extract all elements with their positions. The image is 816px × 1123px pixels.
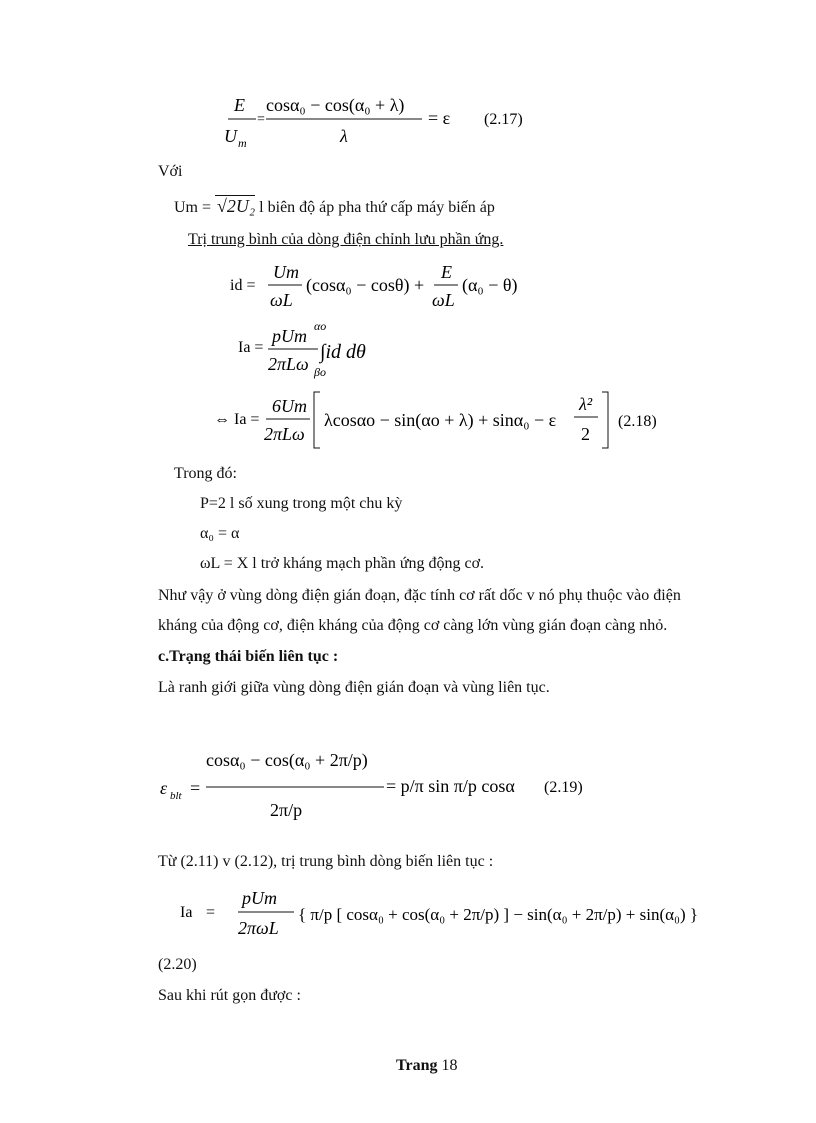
eq217-lhs-num: E	[234, 95, 245, 115]
paragraph-discontinuous-line-2: kháng của động cơ, điện kháng của động cơ càng lớn vùng gián đoạn càng nhỏ.	[158, 617, 668, 634]
section-heading-c: c.Trạng thái biến liên tục :	[158, 648, 339, 665]
um-line-left: Um =	[174, 199, 212, 216]
equation-id	[230, 260, 550, 312]
equation-2-18	[214, 386, 674, 452]
equation-ia-integral-graphic	[238, 318, 458, 380]
equation-2-19	[160, 732, 600, 842]
definition-alpha0: α₀ = α	[200, 525, 240, 542]
eq219-den: 2π/p	[270, 800, 303, 820]
eqid-f1-den: ωL	[270, 290, 293, 310]
equation-2-19-graphic	[160, 732, 600, 842]
um-line-root: √2U₂	[217, 196, 256, 216]
eq219-lhs-sub: blt	[170, 790, 182, 802]
eq217-lhs-den-sub: m	[238, 136, 247, 150]
page-number: 18	[441, 1057, 458, 1074]
eq219-num: cosα₀ − cos(α₀ + 2π/p)	[206, 750, 368, 770]
eq217-rhs-den: λ	[340, 126, 348, 146]
eq219-eq-sign: =	[190, 778, 201, 798]
eqid-part1: (cosα₀ − cosθ) +	[306, 275, 425, 295]
equation-2-17	[220, 94, 620, 154]
paragraph-discontinuous-line-1: Như vậy ở vùng dòng điện gián đoạn, đặc tính cơ rất dốc v nó phụ thuộc vào điện	[158, 587, 681, 604]
equation-2-20	[172, 880, 712, 946]
equation-2-20-graphic	[172, 880, 712, 946]
um-line	[174, 196, 495, 220]
eqia-integrand: ∫id dθ	[320, 341, 366, 363]
eqid-f2-num: E	[441, 262, 452, 282]
eq217-lhs-den: U	[224, 126, 237, 146]
eq217-number: (2.17)	[484, 111, 523, 128]
eqid-part2: (α₀ − θ)	[462, 275, 518, 295]
eqia-label: Ia =	[238, 339, 264, 356]
definition-p: P=2 l số xung trong một chu kỳ	[200, 495, 403, 512]
page-footer	[396, 1057, 457, 1075]
eq218-label: Ia =	[234, 411, 260, 428]
footer-label: Trang	[396, 1057, 438, 1074]
eq218-den: 2πLω	[264, 424, 305, 444]
eqid-f1-num: Um	[273, 262, 299, 282]
paragraph-simplified: Sau khi rút gọn được :	[158, 987, 301, 1004]
heading-average-current: Trị trung bình của dòng điện chỉnh lưu phần ứng.	[188, 231, 504, 248]
eqia-lower: βo	[314, 365, 326, 379]
eq220-num: pUm	[242, 888, 277, 908]
eq218-frac-den: 2	[581, 424, 590, 444]
eq218-arrow: ⇔	[214, 411, 230, 428]
eqia-upper: αo	[314, 319, 327, 333]
eq218-left-bracket	[314, 392, 320, 448]
eqia-den: 2πLω	[268, 354, 309, 374]
eq218-frac-num: λ²	[579, 394, 593, 414]
eq219-rhs: = p/π sin π/p cosα	[386, 776, 515, 796]
eq217-rhs-num: cosα₀ − cos(α₀ + λ)	[266, 95, 405, 115]
eq218-body: λcosαo − sin(αo + λ) + sinα₀ − ε	[324, 410, 557, 430]
equation-2-20-number: (2.20)	[158, 956, 197, 973]
eq219-lhs: ε	[160, 778, 168, 798]
eqia-num: pUm	[272, 326, 307, 346]
definition-omega-l: ωL = X l trở kháng mạch phần ứng động cơ.	[200, 555, 485, 572]
text-voi: Với	[158, 163, 183, 180]
eq217-eq-sign: =	[257, 112, 265, 127]
equation-ia-integral	[238, 318, 458, 380]
eq218-num: 6Um	[272, 396, 307, 416]
equation-2-18-graphic	[214, 386, 674, 452]
eq218-right-bracket	[602, 392, 608, 448]
eqid-label: id =	[230, 277, 256, 294]
equation-id-graphic	[230, 260, 550, 312]
eq220-body: { π/p [ cosα₀ + cos(α₀ + 2π/p) ] − sin(α₀ + 2π/p) + sin(α₀) }	[298, 905, 699, 924]
eqid-f2-den: ωL	[432, 290, 455, 310]
paragraph-from-refs: Từ (2.11) v (2.12), trị trung bình dòng biến liên tục :	[158, 853, 494, 870]
eq219-number: (2.19)	[544, 779, 583, 796]
text-trong-do: Trong đó:	[174, 465, 237, 482]
eq220-eq: =	[206, 904, 216, 921]
um-line-text: l biên độ áp pha thứ cấp máy biến áp	[259, 199, 495, 216]
eq220-label: Ia	[180, 904, 193, 921]
eq218-number: (2.18)	[618, 413, 657, 430]
eq220-den: 2πωL	[238, 918, 279, 938]
paragraph-boundary: Là ranh giới giữa vùng dòng điện gián đoạn và vùng liên tục.	[158, 679, 550, 696]
eq217-rhs-tail: = ε	[428, 108, 451, 128]
equation-2-17-graphic	[220, 94, 620, 154]
